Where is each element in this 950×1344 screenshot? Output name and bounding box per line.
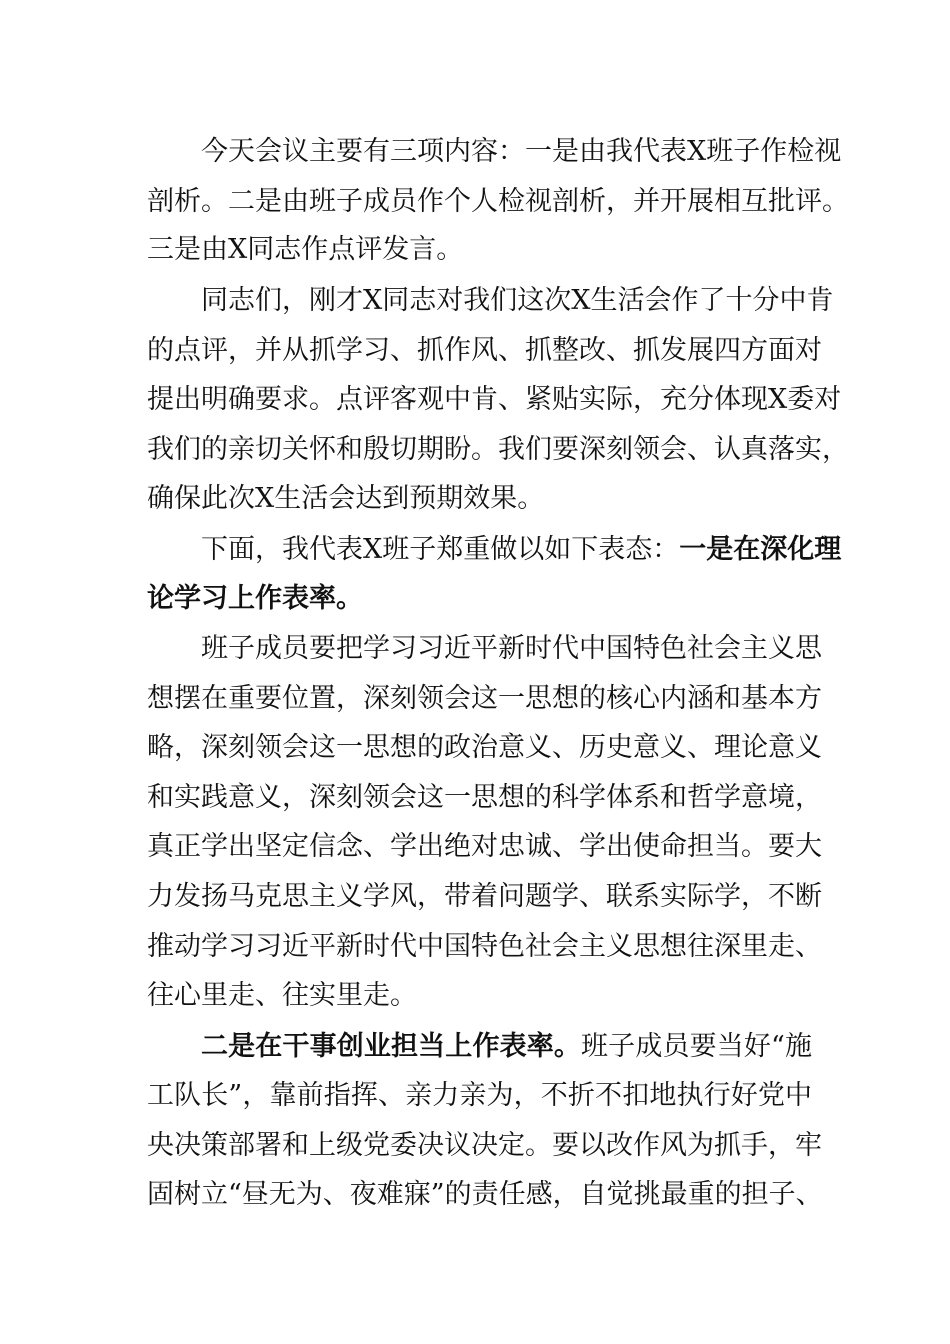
paragraph-2-line-4: 我们的亲切关怀和殷切期盼。我们要深刻领会、认真落实， xyxy=(147,434,849,465)
paragraph-2-line-1: 同志们，刚才X同志对我们这次X生活会作了十分中肯 xyxy=(201,285,834,316)
paragraph-4-line-3: 略，深刻领会这一思想的政治意义、历史意义、理论意义 xyxy=(147,732,822,763)
paragraph-1-line-1: 今天会议主要有三项内容：一是由我代表X班子作检视 xyxy=(201,136,842,167)
paragraph-1-line-3: 三是由X同志作点评发言。 xyxy=(147,234,464,265)
paragraph-2-line-2: 的点评，并从抓学习、抓作风、抓整改、抓发展四方面对 xyxy=(147,335,822,366)
paragraph-4-line-7: 推动学习习近平新时代中国特色社会主义思想往深里走、 xyxy=(147,931,822,962)
paragraph-4-line-5: 真正学出坚定信念、学出绝对忠诚、学出使命担当。要大 xyxy=(147,831,822,862)
paragraph-4-line-2: 想摆在重要位置，深刻领会这一思想的核心内涵和基本方 xyxy=(147,683,822,714)
paragraph-2-line-3: 提出明确要求。点评客观中肯、紧贴实际，充分体现X委对 xyxy=(147,384,842,415)
paragraph-5-line-3: 央决策部署和上级党委决议决定。要以改作风为抓手，牢 xyxy=(147,1130,822,1161)
paragraph-3-heading-start: 一是在深化理 xyxy=(679,534,842,565)
paragraph-4-line-1: 班子成员要把学习习近平新时代中国特色社会主义思 xyxy=(201,633,822,664)
paragraph-4-line-4: 和实践意义，深刻领会这一思想的科学体系和哲学意境， xyxy=(147,782,822,813)
paragraph-5-line-1 xyxy=(201,1022,812,1072)
paragraph-2-line-5: 确保此次X生活会达到预期效果。 xyxy=(147,483,545,514)
paragraph-3-line-1 xyxy=(201,525,842,575)
paragraph-4-line-8: 往心里走、往实里走。 xyxy=(147,980,417,1011)
paragraph-4-line-6: 力发扬马克思主义学风，带着问题学、联系实际学，不断 xyxy=(147,881,822,912)
paragraph-3-line-1-text: 下面，我代表X班子郑重做以如下表态： xyxy=(201,534,680,565)
paragraph-5-line-4: 固树立“昼无为、夜难寐”的责任感，自觉挑最重的担子、 xyxy=(147,1179,823,1210)
paragraph-5-heading: 二是在干事创业担当上作表率。 xyxy=(201,1031,582,1062)
paragraph-1-line-2: 剖析。二是由班子成员作个人检视剖析，并开展相互批评。 xyxy=(147,186,849,217)
paragraph-5-line-1-text: 班子成员要当好“施 xyxy=(581,1031,812,1062)
paragraph-5-line-2: 工队长”，靠前指挥、亲力亲为，不折不扣地执行好党中 xyxy=(147,1080,812,1111)
paragraph-3-heading-end: 论学习上作表率。 xyxy=(147,583,363,614)
